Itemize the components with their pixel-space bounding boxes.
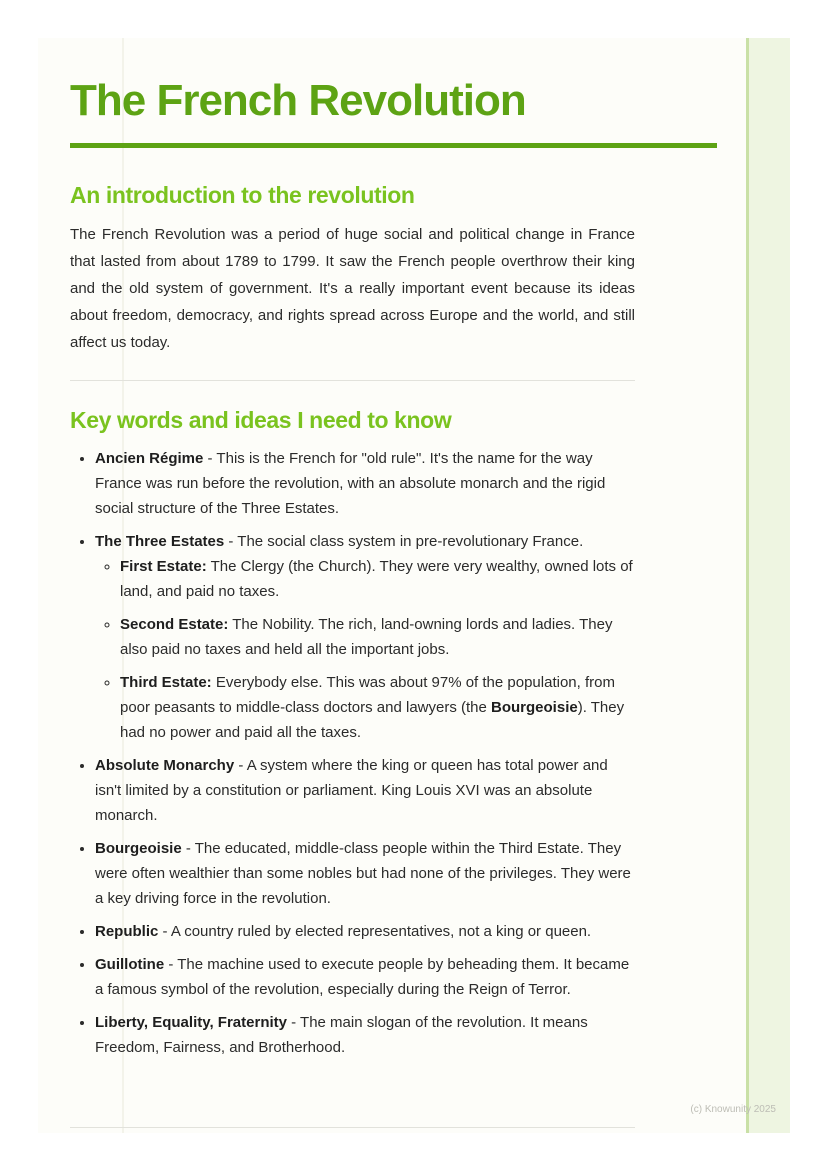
side-strip <box>746 38 790 1133</box>
definition: - A system where the king or queen has total power and isn't limited by a constitution or parliament. King Louis XVI was an absolute monarch. <box>95 757 608 824</box>
intro-heading: An introduction to the revolution <box>70 182 415 208</box>
divider <box>70 380 635 381</box>
list-item <box>95 952 635 1002</box>
term: Bourgeoisie <box>491 699 578 716</box>
list-item <box>95 919 635 944</box>
keywords-list <box>70 446 635 1060</box>
keywords-heading: Key words and ideas I need to know <box>70 407 452 433</box>
definition: ). They had no power and paid all the taxes. <box>120 699 625 741</box>
definition: - The educated, middle-class people within the Third Estate. They were often wealthier than some nobles but had none of the privileges. They were a key driving force in the revolution. <box>95 840 631 907</box>
list-item <box>95 1010 635 1060</box>
list-item <box>95 753 635 828</box>
sub-list-item <box>120 670 635 745</box>
definition: - The social class system in pre-revolutionary France. <box>224 533 584 550</box>
title-rule <box>70 143 717 148</box>
definition: The Clergy (the Church). They were very wealthy, owned lots of land, and paid no taxes. <box>120 558 633 600</box>
term: First Estate: <box>120 558 207 575</box>
intro-text: The French Revolution was a period of huge social and political change in France that lasted from about 1789 to 1799. It saw the French people overthrow their king and the old system of government. It's a really important event because its ideas about freedom, democracy, and rights spread across Europe and the world, and still affect us today. <box>70 226 635 351</box>
term: The Three Estates <box>95 533 225 550</box>
term: Second Estate: <box>120 616 229 633</box>
term: Ancien Régime <box>95 450 204 467</box>
term: Liberty, Equality, Fraternity <box>95 1014 287 1031</box>
definition: Everybody else. This was about 97% of the population, from poor peasants to middle-class doctors and lawyers (the <box>120 674 615 716</box>
sub-list-item <box>120 554 635 604</box>
list-item <box>95 446 635 521</box>
term: Bourgeoisie <box>95 840 182 857</box>
list-item <box>95 529 635 745</box>
term: Guillotine <box>95 956 165 973</box>
definition: - This is the French for "old rule". It's the name for the way France was run before the revolution, with an absolute monarch and the rigid social structure of the Three Estates. <box>95 450 606 517</box>
bottom-divider <box>70 1127 635 1128</box>
list-item <box>95 836 635 911</box>
term: Republic <box>95 923 159 940</box>
copyright: (c) Knowunity 2025 <box>690 1104 776 1115</box>
definition: - The main slogan of the revolution. It means Freedom, Fairness, and Brotherhood. <box>95 1014 588 1056</box>
definition: - A country ruled by elected representatives, not a king or queen. <box>158 923 592 940</box>
page-title: The French Revolution <box>70 76 526 125</box>
definition: - The machine used to execute people by beheading them. It became a famous symbol of the revolution, especially during the Reign of Terror. <box>95 956 630 998</box>
definition: The Nobility. The rich, land-owning lords and ladies. They also paid no taxes and held all the important jobs. <box>120 616 613 658</box>
sub-list <box>95 554 635 745</box>
sub-list-item <box>120 612 635 662</box>
term: Third Estate: <box>120 674 212 691</box>
document-page <box>38 38 790 1133</box>
term: Absolute Monarchy <box>95 757 235 774</box>
